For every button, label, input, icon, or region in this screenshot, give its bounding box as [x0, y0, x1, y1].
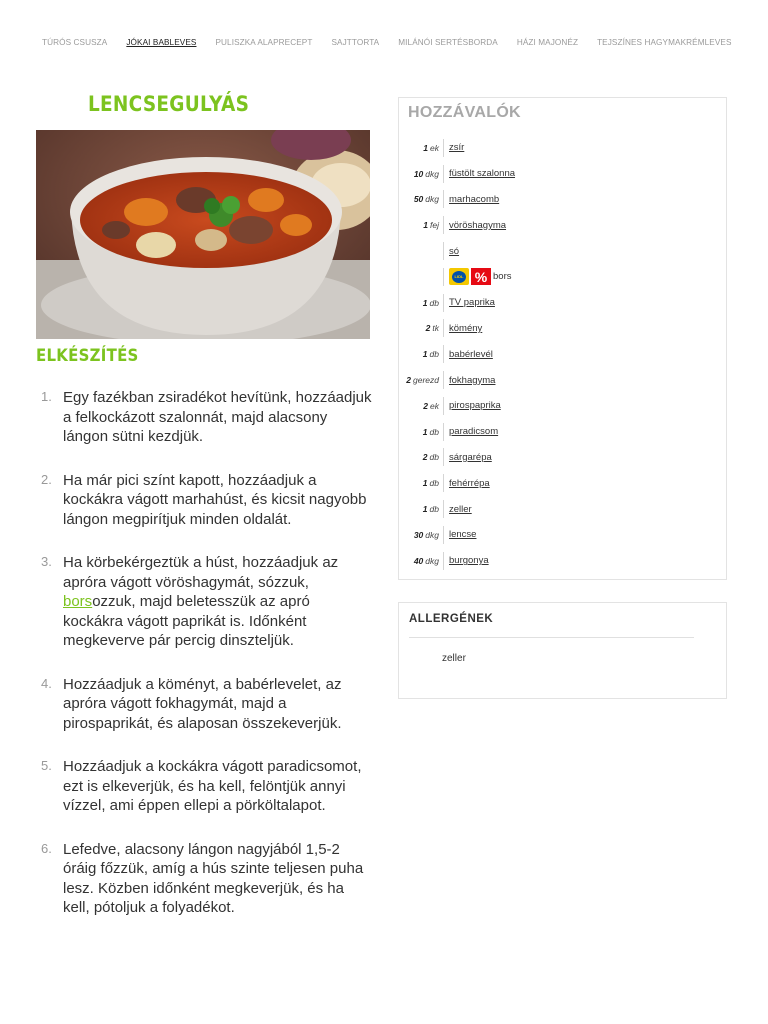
step-1	[36, 388, 372, 447]
step-6	[36, 840, 372, 918]
ingredient-name[interactable]: fehérrépa	[449, 477, 490, 489]
nav-link-turos-csusza[interactable]: TÚRÓS CSUSZA	[42, 38, 108, 47]
ingredient-amount: 10	[413, 168, 424, 179]
ingredient-quantity	[399, 268, 444, 286]
step-4	[36, 675, 372, 734]
ingredient-name-link[interactable]	[444, 400, 501, 411]
ingredient-amount: 1	[422, 426, 428, 437]
ingredient-name-link[interactable]	[444, 555, 489, 566]
ingredient-name[interactable]: vöröshagyma	[449, 219, 507, 231]
ingredient-quantity	[399, 216, 444, 234]
ingredient-name[interactable]: paradicsom	[449, 426, 499, 438]
ingredient-amount: 2	[423, 400, 429, 411]
ingredient-row	[399, 135, 726, 161]
ingredient-amount: 2	[425, 323, 431, 334]
ingredients-panel	[398, 97, 727, 580]
step-number: 6.	[41, 840, 52, 856]
ingredient-row	[399, 161, 726, 187]
ingredient-unit: dkg	[425, 194, 439, 205]
ingredient-name[interactable]: bors	[493, 271, 512, 283]
ingredient-name[interactable]: zeller	[449, 503, 472, 515]
preparation-heading: ELKÉSZÍTÉS	[36, 346, 139, 366]
ingredient-amount: 1	[422, 297, 428, 308]
ingredient-name-link[interactable]	[444, 268, 511, 285]
ingredient-name-link[interactable]	[444, 323, 482, 334]
ingredient-name[interactable]: kömény	[449, 322, 483, 334]
step-number: 2.	[41, 471, 52, 487]
ingredient-quantity	[399, 165, 444, 183]
nav-link-milanoi[interactable]: MILÁNÓI SERTÉSBORDA	[398, 38, 498, 47]
ingredient-unit: dkg	[425, 168, 439, 179]
step-number: 1.	[41, 389, 52, 404]
ingredient-name-link[interactable]	[444, 349, 493, 360]
ingredient-amount: 1	[423, 220, 429, 231]
ingredient-row	[399, 393, 726, 419]
lidl-logo-text: LIDL	[452, 271, 466, 283]
ingredient-row	[399, 522, 726, 548]
ingredient-unit: fej	[430, 220, 439, 231]
ingredient-unit: db	[429, 478, 439, 489]
ingredient-unit: ek	[430, 142, 439, 153]
ingredient-unit: db	[429, 452, 439, 463]
ingredient-name[interactable]: burgonya	[449, 555, 489, 567]
ingredient-name-link[interactable]	[444, 220, 506, 231]
ingredient-unit: db	[429, 426, 439, 437]
ingredient-name-link[interactable]	[444, 297, 495, 308]
allergens-heading: ALLERGÉNEK	[409, 613, 494, 625]
ingredient-row	[399, 419, 726, 445]
step-text: Egy fazékban zsiradékot hevítünk, hozzáadjuk a felkockázott szalonnát, majd alacsony lángon sütni kezdjük.	[63, 389, 372, 445]
step-text: Hozzáadjuk a köményt, a babérlevelet, az apróra vágott fokhagymát, majd a pirospaprikát, és alaposan összekeverjük.	[63, 675, 342, 732]
ingredient-name[interactable]: só	[449, 245, 460, 257]
step-2	[36, 471, 372, 530]
percent-icon[interactable]: %	[471, 268, 491, 285]
ingredient-row	[399, 264, 726, 290]
ingredient-quantity	[399, 139, 444, 157]
ingredient-row	[399, 470, 726, 496]
ingredient-unit: dkg	[425, 555, 439, 566]
ingredient-quantity	[399, 294, 444, 312]
ingredient-amount: 40	[413, 555, 424, 566]
ingredient-amount: 30	[413, 529, 424, 540]
nav-link-tejszines[interactable]: TEJSZÍNES HAGYMAKRÉMLEVES	[597, 38, 732, 47]
ingredient-amount: 1	[422, 478, 428, 489]
preparation-steps	[36, 388, 372, 942]
ingredient-row	[399, 367, 726, 393]
step-text: Lefedve, alacsony lángon nagyjából 1,5-2 óráig főzzük, amíg a hús szinte teljesen puha lesz. Közben időnként megkeverjük, és ha kell, pótoljuk a folyadékot.	[63, 840, 364, 916]
step-number: 4.	[41, 675, 52, 691]
ingredient-name[interactable]: marhacomb	[449, 193, 500, 205]
step-text-part: Ha körbekérgeztük a húst, hozzáadjuk az apróra vágott vöröshagymát, sózzuk,	[63, 554, 339, 591]
ingredient-name-link[interactable]	[444, 478, 490, 489]
ingredient-quantity	[399, 500, 444, 518]
recipe-photo	[36, 130, 370, 339]
ingredient-name-link[interactable]	[444, 452, 492, 463]
ingredient-quantity	[399, 448, 444, 466]
nav-link-hazi-majonez[interactable]: HÁZI MAJONÉZ	[516, 38, 579, 47]
ingredient-unit: ek	[430, 400, 439, 411]
ingredient-name[interactable]: pirospaprika	[449, 400, 501, 412]
ingredient-row	[399, 548, 726, 574]
ingredient-quantity	[399, 526, 444, 544]
ingredient-amount: 2	[422, 452, 428, 463]
ingredient-amount: 1	[423, 142, 429, 153]
ingredient-row	[399, 187, 726, 213]
ingredient-quantity	[399, 423, 444, 441]
ingredient-amount: 50	[413, 194, 424, 205]
ingredient-quantity	[399, 371, 444, 389]
divider	[409, 637, 694, 638]
step-3	[36, 553, 372, 651]
ingredient-amount: 1	[422, 504, 428, 515]
ingredient-unit: dkg	[425, 529, 439, 540]
ingredient-quantity	[399, 345, 444, 363]
ingredient-name[interactable]: zsír	[449, 142, 465, 154]
step-number: 5.	[41, 758, 52, 773]
ingredients-heading: HOZZÁVALÓK	[408, 104, 521, 121]
ingredient-row	[399, 238, 726, 264]
ingredient-name[interactable]: babérlevél	[449, 348, 493, 360]
recipe-title: LENCSEGULYÁS	[88, 92, 250, 116]
ingredient-quantity	[399, 242, 444, 260]
ingredient-name-link[interactable]	[444, 194, 499, 205]
ingredient-name[interactable]: sárgarépa	[449, 451, 492, 463]
step-5	[36, 757, 372, 816]
ingredient-quantity	[399, 319, 444, 337]
ingredient-name-link[interactable]	[444, 426, 498, 437]
ingredient-name[interactable]: füstölt szalonna	[449, 168, 516, 180]
ingredient-quantity	[399, 552, 444, 570]
step-text: Ha már pici színt kapott, hozzáadjuk a kockákra vágott marhahúst, és kicsit nagyobb lángon megpirítjuk minden oldalát.	[63, 471, 367, 528]
ingredient-name-link[interactable]	[444, 246, 459, 257]
ingredient-link-bors[interactable]: bors	[63, 593, 93, 610]
ingredient-row	[399, 212, 726, 238]
ingredient-row	[399, 341, 726, 367]
ingredient-name-link[interactable]	[444, 504, 472, 515]
ingredient-amount: 2	[406, 375, 411, 386]
ingredient-quantity	[399, 474, 444, 492]
step-text	[63, 553, 372, 651]
ingredient-unit: db	[429, 504, 439, 515]
ingredient-unit: tk	[432, 323, 439, 334]
ingredient-quantity	[399, 397, 444, 415]
ingredient-name-link[interactable]	[444, 375, 495, 386]
ingredient-amount: 1	[422, 349, 428, 360]
step-text: Hozzáadjuk a kockákra vágott paradicsomot, ezt is elkeverjük, és ha kell, felöntjük annyi vízzel, ami éppen ellepi a pörköltalapot.	[63, 758, 362, 814]
allergen-item: zeller	[442, 653, 466, 664]
ingredient-quantity	[399, 190, 444, 208]
ingredient-name[interactable]: fokhagyma	[449, 374, 496, 386]
ingredients-list	[399, 135, 726, 574]
top-navigation	[42, 38, 751, 47]
ingredient-name-link[interactable]	[444, 529, 476, 540]
ingredient-name[interactable]: lencse	[449, 529, 477, 541]
ingredient-row	[399, 316, 726, 342]
nav-link-jokai-bableves[interactable]: JÓKAI BABLEVES	[126, 38, 197, 47]
nav-link-sajttorta[interactable]: SAJTTORTA	[331, 38, 380, 47]
ingredient-unit: db	[429, 297, 439, 308]
step-number: 3.	[41, 554, 52, 569]
nav-link-puliszka[interactable]: PULISZKA ALAPRECEPT	[215, 38, 313, 47]
ingredient-row	[399, 496, 726, 522]
ingredient-unit: gerezd	[413, 375, 439, 386]
allergens-panel	[398, 602, 727, 699]
ingredient-name-link[interactable]	[444, 142, 464, 153]
ingredient-unit: db	[429, 349, 439, 360]
ingredient-name-link[interactable]	[444, 168, 515, 179]
ingredient-row	[399, 290, 726, 316]
ingredient-name[interactable]: TV paprika	[449, 297, 495, 309]
step-text-part: ozzuk, majd beletesszük az apró kockákra vágott paprikát is. Időnként megkeverve pár percig dinszteljük.	[63, 593, 310, 649]
ingredient-row	[399, 445, 726, 471]
lidl-logo-icon[interactable]	[449, 268, 469, 285]
